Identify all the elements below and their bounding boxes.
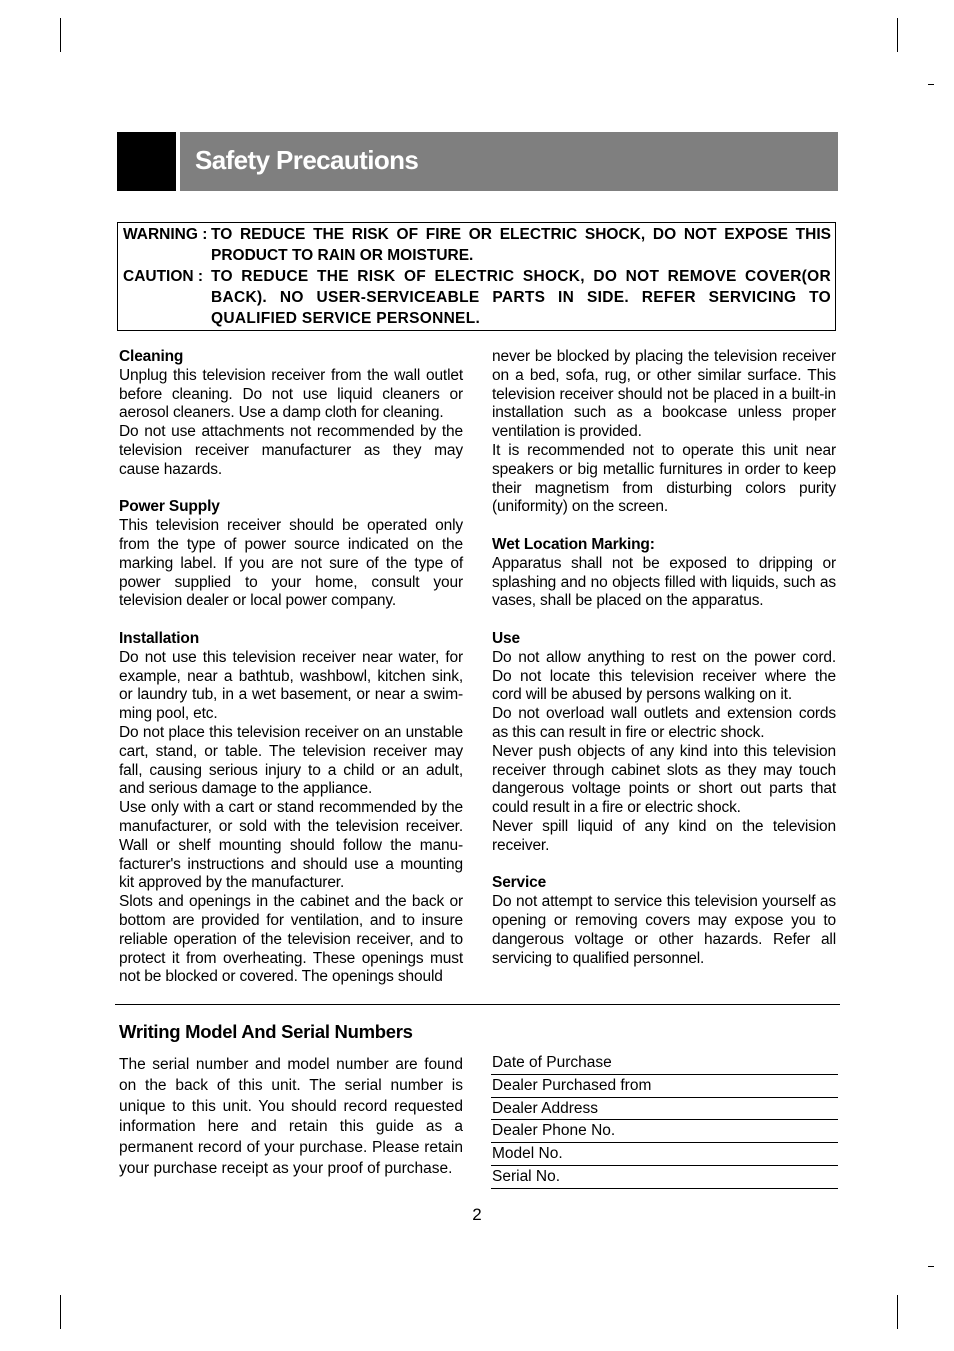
form-field-model: Model No. [491, 1143, 838, 1166]
use-text: Never spill liquid of any kind on the television receiver. [492, 817, 836, 854]
page-number: 2 [472, 1205, 482, 1224]
warning-label: WARNING : [123, 226, 208, 243]
crop-mark [897, 1295, 898, 1329]
crop-mark [928, 1266, 934, 1267]
ventilation-text: never be blocked by placing the television receiver on a bed, sofa, rug, or other similar surface. This television receiver should not be placed in a built-in installation such as a bookcase unless proper ventilation is provided. [492, 348, 836, 441]
title-bar [180, 132, 838, 191]
installation-text: Use only with a cart or stand recommended by the manufacturer, or sold with the television receiver. Wall or shelf mounting should follow the manu-facturer's instructions and should use a mounting kit approved by the manufacturer. [119, 799, 463, 892]
caution-row [123, 266, 831, 329]
record-form [491, 1052, 838, 1189]
serial-heading: Writing Model And Serial Numbers [119, 1021, 413, 1042]
form-field-serial: Serial No. [491, 1166, 838, 1189]
cleaning-text: Unplug this television receiver from the wall outlet before cleaning. Do not use liquid cleaners or aerosol cleaners. Use a damp cloth for cleaning. [119, 366, 463, 422]
crop-mark [60, 1295, 61, 1329]
warning-row [123, 224, 831, 266]
crop-mark [897, 18, 898, 52]
cleaning-heading: Cleaning [119, 348, 184, 365]
use-text: Do not overload wall outlets and extension cords as this can result in fire or electric shock. [492, 705, 836, 741]
use-heading: Use [492, 629, 520, 647]
power-supply-heading: Power Supply [119, 498, 220, 516]
installation-text: Slots and openings in the cabinet and the back or bottom are provided for ventilation, and to insure reliable operation of the television receiver, and to protect it from overheating. These openings must not be blocked or covered. The openings should [119, 893, 463, 986]
power-supply-text: This television receiver should be operated only from the type of power source indicated on the marking label. If you are not sure of the type of power supplied to your home, consult your television dealer or local power company. [119, 517, 463, 610]
wet-location-text: Apparatus shall not be exposed to dripping or splashing and no objects filled with liquids, such as vases, shall be placed on the apparatus. [492, 554, 836, 610]
installation-heading: Installation [119, 629, 200, 647]
service-heading: Service [492, 874, 547, 892]
use-text: Never push objects of any kind into this television receiver through cabinet slots as they may touch dangerous voltage points or short out parts that could result in a fire or electric shock. [492, 742, 836, 817]
form-field-date: Date of Purchase [491, 1052, 838, 1075]
form-field-phone: Dealer Phone No. [491, 1120, 838, 1143]
left-column [119, 348, 463, 987]
cleaning-text: Do not use attachments not recommended by the television receiver manufacturer as they may cause hazards. [119, 423, 463, 478]
form-field-address: Dealer Address [491, 1098, 838, 1121]
ventilation-text: It is recommended not to operate this unit near speakers or big metallic furnitures in order to keep their magnetism from disturbing colors purity (uniformity) on the screen. [492, 441, 836, 516]
crop-mark [60, 18, 61, 52]
section-divider [115, 1004, 840, 1005]
form-field-dealer: Dealer Purchased from [491, 1075, 838, 1098]
service-text: Do not attempt to service this television yourself as opening or removing covers may expose you to dangerous voltage or other hazards. Refer all servicing to qualified personnel. [492, 893, 836, 967]
use-text: Do not allow anything to rest on the power cord. Do not locate this television receiver where the cord will be abused by persons walking on it. [492, 648, 836, 704]
crop-mark [928, 84, 934, 85]
right-column [492, 348, 836, 968]
caution-text: TO REDUCE THE RISK OF ELECTRIC SHOCK, DO NOT REMOVE COVER(OR BACK). NO USER-SERVICEABLE PARTS IN SIDE. REFER SERVICING TO QUALIFIED SERVICE PERSONNEL. [211, 268, 831, 327]
installation-text: Do not place this television receiver on an unstable cart, stand, or table. The television receiver may fall, causing serious injury to a child or an adult, and serious damage to the appliance. [119, 723, 463, 798]
title-block [117, 132, 176, 191]
page-title: Safety Precautions [195, 145, 419, 175]
installation-text: Do not use this television receiver near water, for example, near a bathtub, washbowl, kitchen sink, or laundry tub, in a wet basement, or near a swim-ming pool, etc. [119, 648, 463, 723]
caution-label: CAUTION : [123, 268, 204, 285]
serial-text: The serial number and model number are found on the back of this unit. The serial number is unique to this unit. You should record requested information here and retain this guide as a permanent record of your purchase. Please retain your purchase receipt as your proof of purchase. [119, 1056, 463, 1177]
warning-text: TO REDUCE THE RISK OF FIRE OR ELECTRIC SHOCK, DO NOT EXPOSE THIS PRODUCT TO RAIN OR MOISTURE. [211, 226, 831, 264]
wet-location-heading: Wet Location Marking: [492, 535, 655, 553]
warning-box [117, 222, 836, 331]
